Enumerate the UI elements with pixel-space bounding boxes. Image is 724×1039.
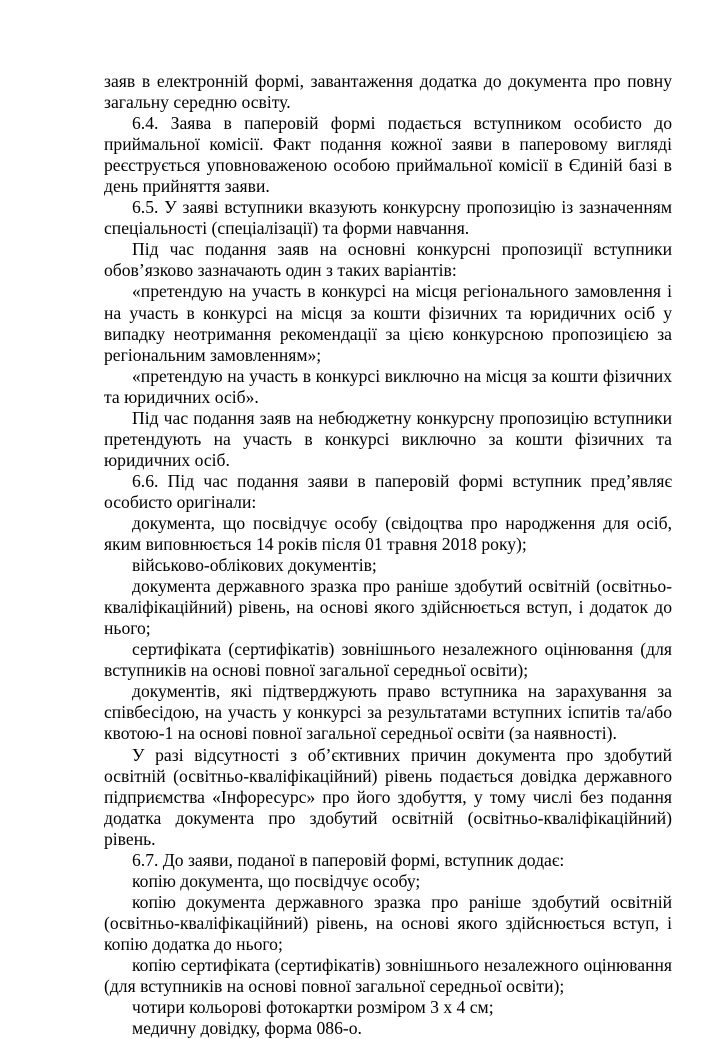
paragraph-options-intro: Під час подання заяв на основні конкурсні пропозиції вступники обов’язково зазначають один з таких варіантів: xyxy=(104,239,672,281)
paragraph-continuation: заяв в електронній формі, завантаження додатка до документа про повну загальну середню освіту. xyxy=(104,71,672,113)
paragraph-option-2: «претендую на участь в конкурсі виключно на місця за кошти фізичних та юридичних осіб». xyxy=(104,365,672,407)
list-item-education-document: документа державного зразка про раніше здобутий освітній (освітньо-кваліфікаційний) рівень, на основі якого здійснюється вступ, і додаток до нього; xyxy=(104,576,672,639)
list-item-copy-education: копію документа державного зразка про раніше здобутий освітній (освітньо-кваліфікаційний) рівень, на основі якого здійснюється вступ, і копію додатка до нього; xyxy=(104,891,672,954)
list-item-copy-certificate: копію сертифіката (сертифікатів) зовнішнього незалежного оцінювання (для вступників на основі повної загальної середньої освіти); xyxy=(104,954,672,997)
list-item-medical-certificate: медичну довідку, форма 086-о. xyxy=(132,1018,362,1039)
paragraph-non-budget: Під час подання заяв на небюджетну конкурсну пропозицію вступники претендують на участь в конкурсі виключно за кошти фізичних та юридичних осіб. xyxy=(104,407,672,470)
paragraph-missing-document: У разі відсутності з об’єктивних причин документа про здобутий освітній (освітньо-кваліфікаційний) рівень подається довідка державного підприємства «Інфоресурс» про його здобуття, у тому числі без подання додатка документа про здобутий освітній (освітньо-кваліфікаційний) рівень. xyxy=(104,744,672,849)
list-item-copy-identity: копію документа, що посвідчує особу; xyxy=(132,870,421,891)
paragraph-6-4: 6.4. Заява в паперовій формі подається вступником особисто до приймальної комісії. Факт подання кожної заяви в паперовому вигляді реєструється уповноваженою особою приймальної комісії в Єдиній базі в день прийняття заяви. xyxy=(104,113,672,197)
paragraph-6-5: 6.5. У заяві вступники вказують конкурсну пропозицію із зазначенням спеціальності (спеціалізації) та форми навчання. xyxy=(104,197,672,239)
list-item-certificate: сертифіката (сертифікатів) зовнішнього незалежного оцінювання (для вступників на основі повної загальної середньої освіти); xyxy=(104,639,672,681)
paragraph-6-7: 6.7. До заяви, поданої в паперовій формі, вступник додає: xyxy=(132,849,565,870)
paragraph-option-1: «претендую на участь в конкурсі на місця регіонального замовлення і на участь в конкурсі на місця за кошти фізичних та юридичних осіб у випадку неотримання рекомендації за цією конкурсною пропозицією за регіональним замовленням»; xyxy=(104,281,672,365)
list-item-military-documents: військово-облікових документів; xyxy=(132,555,377,576)
list-item-right-documents: документів, які підтверджують право вступника на зарахування за співбесідою, на участь у конкурсі за результатами вступних іспитів та/або квотою-1 на основі повної загальної середньої освіти (за наявності). xyxy=(104,681,672,744)
list-item-identity-document: документа, що посвідчує особу (свідоцтва про народження для осіб, яким виповнюється 14 років після 01 травня 2018 року); xyxy=(104,512,672,555)
paragraph-6-6: 6.6. Під час подання заяви в паперовій формі вступник пред’являє особисто оригінали: xyxy=(104,470,672,512)
document-page xyxy=(104,71,672,1039)
list-item-photos: чотири кольорові фотокартки розміром 3 х 4 см; xyxy=(132,997,494,1018)
